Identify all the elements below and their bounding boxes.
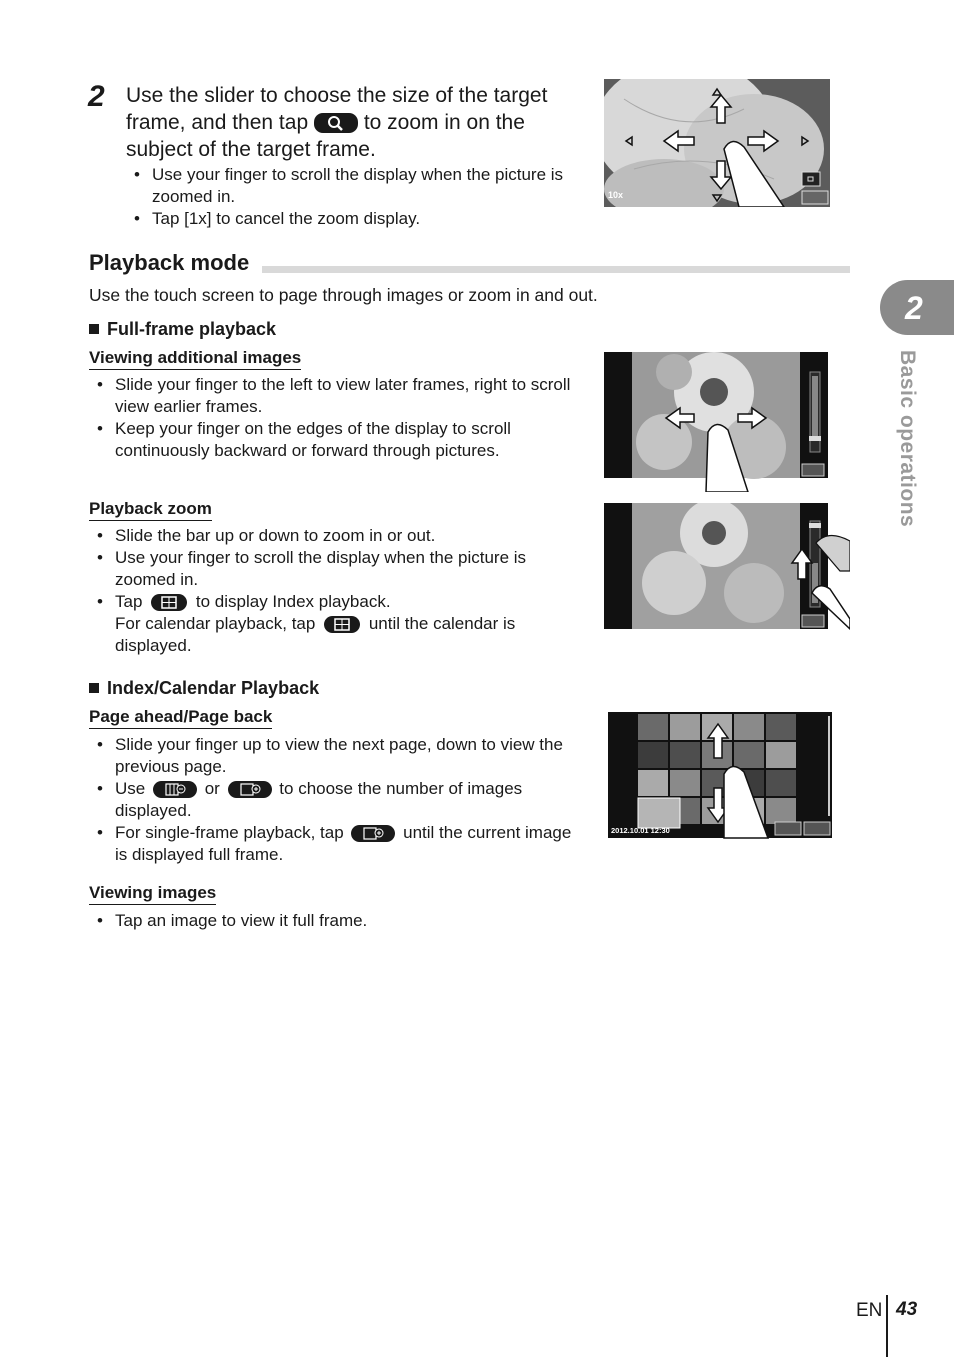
chapter-label (893, 350, 919, 540)
section-intro: Use the touch screen to page through images or zoom in and out. (89, 285, 598, 305)
list-item: • Slide your finger up to view the next page, down to view the previous page. (89, 734, 579, 778)
section-rule (262, 266, 850, 273)
tap-after-text: to display Index playback. (195, 592, 391, 611)
list-item: • Slide your finger to the left to view later frames, right to scroll view earlier frames. (89, 374, 579, 418)
viewing-additional-heading: Viewing additional images (89, 348, 301, 370)
index-thumbnail (766, 798, 796, 824)
single-after-text: until the current image is displayed full frame. (115, 823, 572, 864)
list-item: • Slide the bar up or down to zoom in or out. (89, 525, 579, 547)
selected-thumbnail (638, 798, 680, 828)
single-view-button-icon (351, 825, 395, 842)
list-item (89, 822, 579, 866)
full-frame-heading-text: Full-frame playback (107, 319, 277, 339)
zoom-button-icon (314, 113, 358, 133)
footer-divider (886, 1295, 888, 1357)
index-heading-text: Index/Calendar Playback (107, 678, 320, 698)
full-frame-screen-image (604, 352, 850, 492)
square-bullet-icon (89, 324, 99, 334)
list-item (89, 778, 579, 822)
viewing-images-bullets (89, 910, 579, 932)
single-before-text: For single-frame playback, tap (115, 823, 344, 842)
chapter-number: 2 (905, 290, 923, 326)
step-instruction (126, 82, 586, 163)
index-thumbnail (638, 742, 668, 768)
index-thumbnail (670, 770, 700, 796)
use-word: Use (115, 779, 146, 798)
step-text-after: to zoom in on the subject of the target frame. (126, 111, 525, 161)
step-bullet: • Use your finger to scroll the display when the picture is zoomed in. (126, 164, 566, 208)
step-bullets (126, 164, 566, 230)
index-heading (89, 678, 319, 699)
page-ahead-heading: Page ahead/Page back (89, 707, 272, 729)
section-title: Playback mode (89, 250, 250, 275)
index-thumbnail (638, 714, 668, 740)
page-ahead-bullets (89, 734, 579, 866)
step-bullet: • Tap [1x] to cancel the zoom display. (126, 208, 566, 230)
single-view-button-icon (228, 781, 272, 798)
index-thumbnail (734, 714, 764, 740)
viewing-additional-bullets (89, 374, 579, 462)
square-bullet-icon (89, 683, 99, 693)
playback-zoom-screen-image (604, 503, 850, 631)
page-number: 43 (896, 1299, 918, 1320)
list-item: • Use your finger to scroll the display when the picture is zoomed in. (89, 547, 579, 591)
use-after-text: to choose the number of images displayed. (115, 779, 523, 820)
list-item: • Tap an image to view it full frame. (89, 910, 579, 932)
index-thumbnail (638, 770, 668, 796)
or-word: or (204, 779, 220, 798)
index-thumbnail (734, 742, 764, 768)
zoom-screen-image (604, 79, 830, 207)
list-item: • Keep your finger on the edges of the display to scroll continuously backward or forward through pictures. (89, 418, 579, 462)
tap-word: Tap (115, 592, 143, 611)
calendar-before-text: For calendar playback, tap (115, 614, 316, 633)
list-item (89, 591, 579, 657)
playback-zoom-heading: Playback zoom (89, 499, 212, 521)
playback-zoom-bullets (89, 525, 579, 657)
zoom-level-label: 10x (608, 190, 624, 200)
footer-language: EN (856, 1300, 883, 1321)
viewing-images-heading: Viewing images (89, 883, 216, 905)
calendar-after-text: until the calendar is displayed. (115, 614, 516, 655)
full-frame-heading (89, 319, 276, 340)
index-thumbnail (766, 770, 796, 796)
index-button-icon (324, 616, 360, 633)
chapter-label-text: Basic operations (896, 350, 919, 528)
index-button-icon (151, 594, 187, 611)
index-thumbnail (766, 714, 796, 740)
index-thumbnail (670, 742, 700, 768)
step-text-before: Use the slider to choose the size of the target frame, and then tap (126, 84, 548, 134)
index-view-button-icon (153, 781, 197, 798)
index-screen-image (608, 712, 832, 840)
index-thumbnail (670, 714, 700, 740)
step-number: 2 (88, 80, 105, 113)
index-timestamp: 2012.10.01 12:30 (611, 826, 670, 835)
index-thumbnail (766, 742, 796, 768)
